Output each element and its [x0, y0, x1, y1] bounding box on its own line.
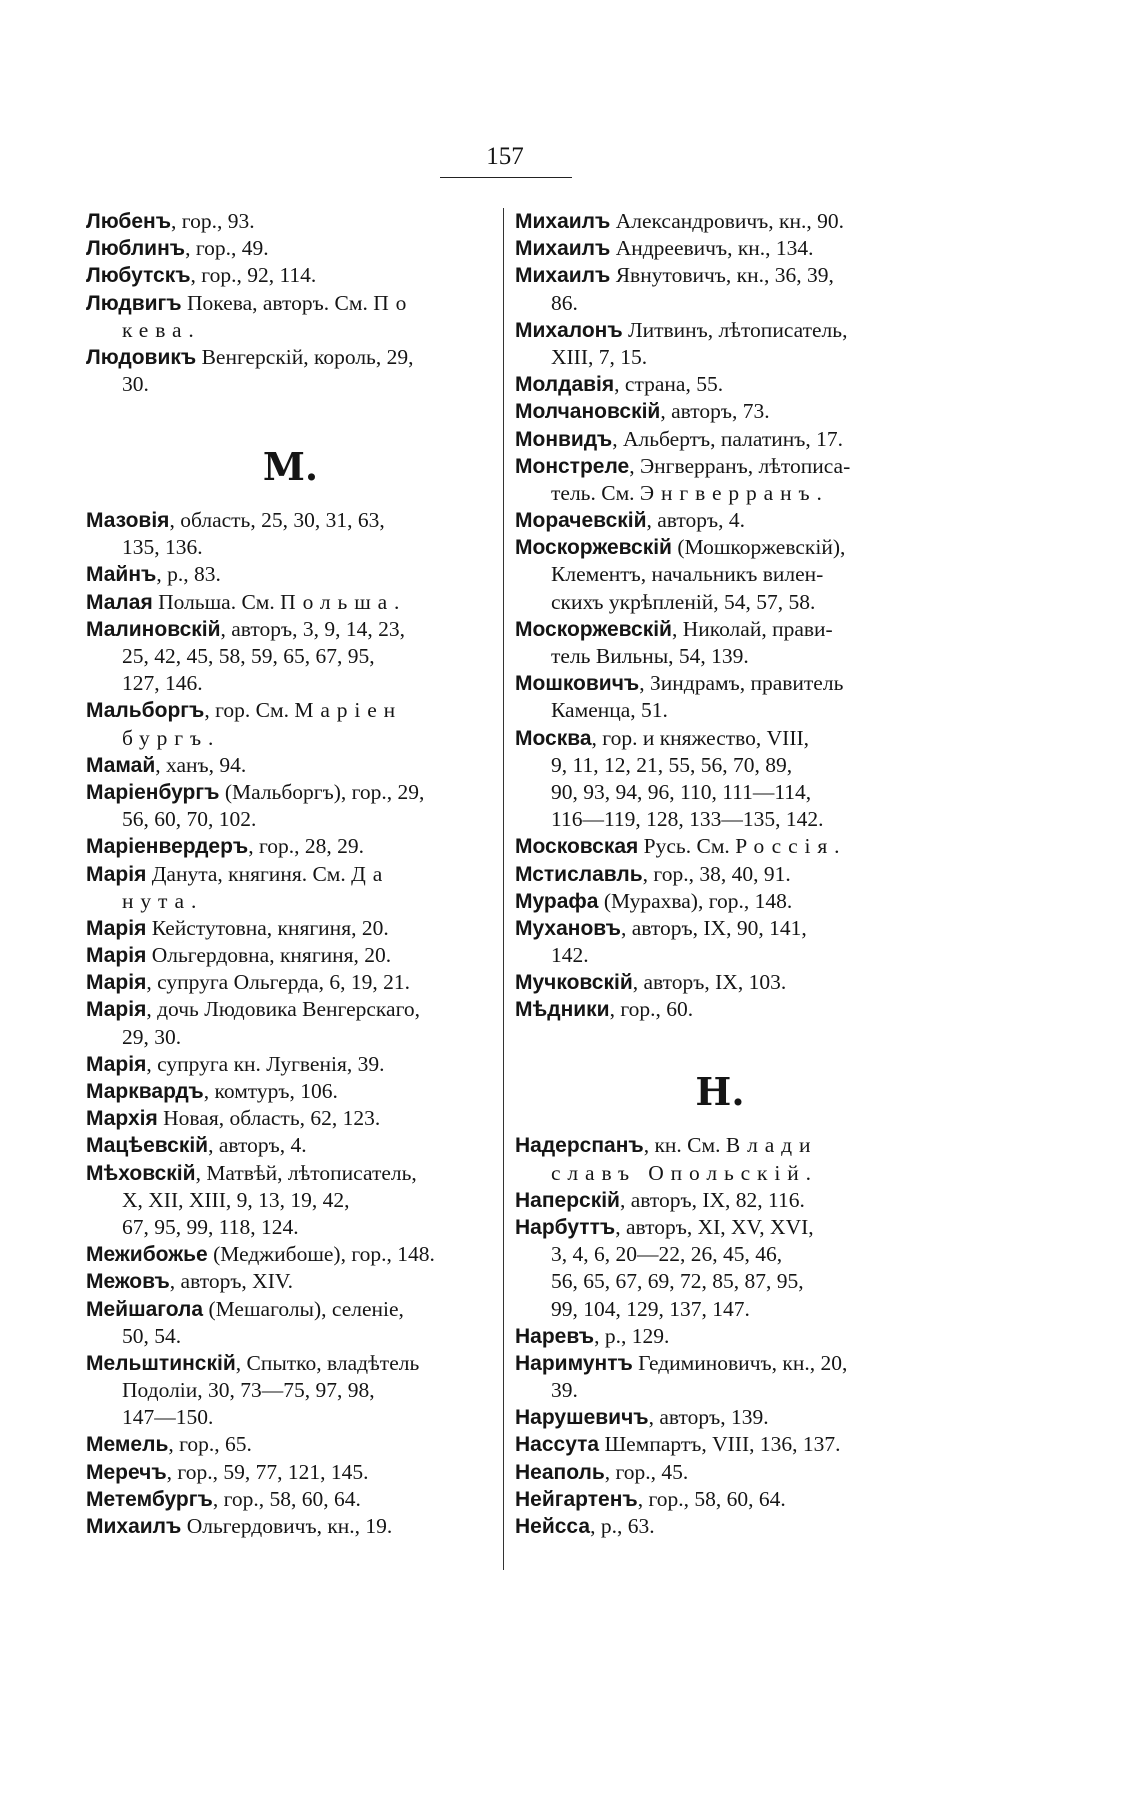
- entry-text: 29, 30.: [122, 1024, 182, 1049]
- index-entry: [86, 1486, 495, 1513]
- entry-text: Венгерскій, король, 29,: [196, 344, 414, 369]
- index-entry: [515, 915, 925, 942]
- entry-headword: Мемель: [86, 1433, 169, 1457]
- entry-text: , кн. См.: [643, 1133, 726, 1158]
- index-entry-continuation: [86, 1214, 495, 1241]
- entry-headword: Мучковскій: [515, 971, 633, 995]
- entry-text: 67, 95, 99, 118, 124.: [122, 1214, 299, 1239]
- entry-text: 25, 42, 45, 58, 59, 65, 67, 95,: [122, 644, 375, 669]
- entry-text: 56, 60, 70, 102.: [122, 807, 257, 832]
- entry-headword: Молчановскій: [515, 400, 661, 424]
- index-entry: [515, 426, 925, 453]
- entry-headword: Межибожье: [86, 1243, 208, 1267]
- entry-headword: Мейшагола: [86, 1297, 204, 1321]
- index-entry-continuation: [86, 806, 495, 833]
- entry-spaced-reference: нута.: [122, 888, 204, 913]
- entry-text: , комтуръ, 106.: [203, 1079, 338, 1104]
- entry-text: X, XII, XIII, 9, 13, 19, 42,: [122, 1187, 350, 1212]
- entry-text: , Зиндрамъ, правитель: [639, 671, 844, 696]
- index-entry: [515, 1513, 925, 1540]
- index-entry-continuation: [86, 534, 495, 561]
- index-entry: [515, 235, 925, 262]
- entry-headword: Марквардъ: [86, 1080, 204, 1104]
- entry-text: 56, 65, 67, 69, 72, 85, 87, 95,: [551, 1269, 804, 1294]
- entry-headword: Мухановъ: [515, 916, 621, 940]
- index-entry: [515, 1132, 925, 1159]
- index-entry-continuation: [86, 725, 495, 752]
- index-entry-continuation: [86, 643, 495, 670]
- index-entry: [86, 589, 495, 616]
- index-entry: [86, 915, 495, 942]
- index-entry: [515, 1431, 925, 1458]
- index-entry: [86, 1078, 495, 1105]
- index-entry-continuation: [515, 344, 925, 371]
- entry-text: 99, 104, 129, 137, 147.: [551, 1296, 750, 1321]
- entry-text: , авторъ, IX, 82, 116.: [619, 1187, 805, 1212]
- entry-text: , авторъ, 139.: [648, 1405, 769, 1430]
- index-entry-continuation: [515, 480, 925, 507]
- index-entry: [86, 290, 495, 317]
- column-divider: [503, 208, 504, 1570]
- entry-text: Польша. См.: [152, 589, 281, 614]
- entry-text: , р., 83.: [156, 562, 221, 587]
- entry-text: , гор., 93.: [171, 209, 255, 233]
- index-entry: [86, 1160, 495, 1187]
- entry-text: , гор. См.: [204, 698, 295, 723]
- entry-text: 9, 11, 12, 21, 55, 56, 70, 89,: [551, 752, 793, 777]
- index-entry: [515, 861, 925, 888]
- entry-headword: Марія: [86, 944, 147, 968]
- entry-headword: Людовикъ: [86, 345, 197, 369]
- index-entry: [86, 779, 495, 806]
- index-entry-continuation: [86, 317, 495, 344]
- entry-headword: Меречъ: [86, 1460, 167, 1484]
- entry-text: 3, 4, 6, 20—22, 26, 45, 46,: [551, 1242, 783, 1267]
- entry-headword: Марія: [86, 916, 147, 940]
- index-entry-continuation: [515, 779, 925, 806]
- index-entry: [86, 833, 495, 860]
- index-entry: [86, 1105, 495, 1132]
- entry-text: , р., 63.: [590, 1514, 655, 1539]
- entry-text: , Николай, прави-: [671, 616, 833, 641]
- entry-headword: Михаилъ: [515, 264, 611, 288]
- section-letter-heading: М.: [262, 443, 319, 489]
- index-entry-continuation: [86, 1404, 495, 1431]
- index-entry-continuation: [86, 371, 495, 398]
- entry-spaced-reference: бургъ.: [122, 725, 221, 750]
- index-entry: [515, 398, 925, 425]
- entry-text: , авторъ, XIV.: [169, 1269, 294, 1294]
- index-entry: [515, 969, 925, 996]
- index-entry: [86, 1459, 495, 1486]
- entry-text: (Меджибоше), гор., 148.: [207, 1242, 435, 1267]
- entry-text: Гедиминовичъ, кн., 20,: [632, 1350, 848, 1375]
- index-entry: [86, 1350, 495, 1377]
- index-entry: [86, 507, 495, 534]
- index-entry-continuation: [515, 1160, 925, 1187]
- index-entry: [86, 752, 495, 779]
- index-entry: [86, 235, 495, 262]
- index-entry: [515, 833, 925, 860]
- index-entry: [515, 1187, 925, 1214]
- index-entry: [86, 697, 495, 724]
- entry-spaced-reference: славъ Опольскій.: [551, 1160, 818, 1185]
- entry-headword: Марія: [86, 862, 147, 886]
- entry-headword: Малая: [86, 590, 153, 614]
- entry-headword: Михаилъ: [515, 237, 611, 261]
- index-entry-continuation: [515, 1268, 925, 1295]
- index-entry-continuation: [515, 1241, 925, 1268]
- entry-text: , авторъ, IX, 90, 141,: [621, 915, 807, 940]
- entry-headword: Мамай: [86, 753, 156, 777]
- entry-text: (Мурахва), гор., 148.: [598, 888, 793, 913]
- entry-text: , гор., 58, 60, 64.: [637, 1486, 786, 1511]
- entry-text: , Матвѣй, лѣтописатель,: [195, 1160, 417, 1185]
- index-right-column: [515, 208, 925, 1540]
- entry-text: Русь. См.: [638, 834, 736, 859]
- entry-text: Подоліи, 30, 73—75, 97, 98,: [122, 1378, 375, 1403]
- entry-headword: Мстиславль: [515, 862, 643, 886]
- index-entry-continuation: [515, 290, 925, 317]
- index-entry: [515, 534, 925, 561]
- index-entry: [515, 616, 925, 643]
- entry-headword: Надерспанъ: [515, 1134, 644, 1158]
- entry-text: (Мошкоржевскій),: [671, 535, 846, 560]
- entry-headword: Наримунтъ: [515, 1351, 633, 1375]
- section-letter-heading: Н.: [695, 1068, 745, 1114]
- entry-text: Явнутовичъ, кн., 36, 39,: [610, 263, 834, 288]
- entry-headword: Маріенвердеръ: [86, 835, 249, 859]
- index-entry: [515, 371, 925, 398]
- entry-headword: Мацѣевскій: [86, 1134, 209, 1158]
- entry-spaced-reference: Да: [351, 861, 390, 886]
- index-entry-continuation: [515, 806, 925, 833]
- entry-headword: Нарушевичъ: [515, 1406, 649, 1430]
- index-entry-continuation: [86, 670, 495, 697]
- index-entry-continuation: [515, 561, 925, 588]
- index-entry: [86, 996, 495, 1023]
- entry-text: , р., 129.: [594, 1323, 670, 1348]
- index-entry: [86, 1268, 495, 1295]
- entry-headword: Нарбуттъ: [515, 1215, 616, 1239]
- entry-headword: Марія: [86, 998, 147, 1022]
- index-entry-continuation: [86, 1024, 495, 1051]
- entry-spaced-reference: Россія.: [735, 834, 847, 859]
- entry-text: , авторъ, XI, XV, XVI,: [615, 1214, 814, 1239]
- index-entry: [515, 453, 925, 480]
- blank-line: [515, 1024, 925, 1051]
- entry-text: Литвинъ, лѣтописатель,: [622, 317, 848, 342]
- index-entry-continuation: [515, 697, 925, 724]
- index-entry: [86, 1431, 495, 1458]
- entry-text: (Мальборгъ), гор., 29,: [219, 779, 425, 804]
- entry-headword: Нассута: [515, 1433, 600, 1457]
- entry-text: , гор., 28, 29.: [248, 834, 365, 859]
- entry-headword: Монвидъ: [515, 427, 613, 451]
- entry-headword: Москоржевскій: [515, 536, 672, 560]
- index-entry: [86, 616, 495, 643]
- entry-headword: Наревъ: [515, 1324, 595, 1348]
- entry-spaced-reference: кева.: [122, 317, 201, 342]
- index-entry: [86, 1513, 495, 1540]
- entry-spaced-reference: По: [373, 290, 414, 315]
- entry-text: Кейстутовна, княгиня, 20.: [146, 915, 389, 940]
- entry-text: , гор., 45.: [604, 1459, 689, 1484]
- index-entry-continuation: [86, 888, 495, 915]
- index-entry: [86, 1132, 495, 1159]
- entry-text: , гор., 65.: [168, 1432, 252, 1457]
- index-entry-continuation: [86, 1187, 495, 1214]
- page-number-rule: [440, 177, 572, 178]
- entry-text: XIII, 7, 15.: [551, 344, 648, 369]
- entry-headword: Мѣховскій: [86, 1161, 196, 1185]
- entry-text: , ханъ, 94.: [155, 752, 247, 777]
- index-entry: [515, 1214, 925, 1241]
- entry-text: Александровичъ, кн., 90.: [610, 209, 844, 233]
- entry-text: Ольгердовичъ, кн., 19.: [181, 1514, 393, 1539]
- index-entry-continuation: [515, 643, 925, 670]
- entry-text: Данута, княгиня. См.: [146, 861, 352, 886]
- entry-headword: Мурафа: [515, 889, 599, 913]
- entry-text: 142.: [551, 943, 589, 968]
- entry-text: , дочь Людовика Венгерскаго,: [146, 997, 421, 1022]
- entry-headword: Москва: [515, 726, 592, 750]
- entry-text: (Мешаголы), селеніе,: [203, 1296, 404, 1321]
- index-entry: [515, 507, 925, 534]
- entry-text: , гор., 59, 77, 121, 145.: [166, 1459, 369, 1484]
- index-entry: [515, 208, 925, 235]
- entry-spaced-reference: Энгверранъ.: [639, 480, 829, 505]
- entry-text: , страна, 55.: [614, 372, 724, 397]
- entry-text: Новая, область, 62, 123.: [157, 1106, 381, 1131]
- entry-headword: Людвигъ: [86, 291, 182, 315]
- entry-text: Шемпартъ, VIII, 136, 137.: [599, 1432, 841, 1457]
- index-entry: [86, 861, 495, 888]
- entry-headword: Москоржевскій: [515, 617, 672, 641]
- entry-text: , гор., 92, 114.: [190, 263, 317, 288]
- entry-text: , супруга Ольгерда, 6, 19, 21.: [146, 970, 411, 995]
- index-entry: [515, 262, 925, 289]
- index-entry: [515, 996, 925, 1023]
- entry-text: , авторъ, 73.: [660, 399, 770, 424]
- entry-headword: Мельштинскій: [86, 1351, 236, 1375]
- entry-text: , гор., 49.: [185, 236, 269, 261]
- entry-text: тель. См.: [551, 480, 640, 505]
- entry-headword: Мальборгъ: [86, 699, 205, 723]
- entry-text: 116—119, 128, 133—135, 142.: [551, 807, 824, 832]
- entry-text: , Энгверранъ, лѣтописа-: [629, 453, 851, 478]
- index-entry: [86, 344, 495, 371]
- entry-headword: Марія: [86, 971, 147, 995]
- entry-spaced-reference: Маріен: [294, 698, 403, 723]
- index-entry-continuation: [515, 1296, 925, 1323]
- index-left-column: [86, 208, 495, 1540]
- entry-text: 135, 136.: [122, 535, 203, 560]
- entry-headword: Наперскій: [515, 1188, 620, 1212]
- index-entry: [515, 1404, 925, 1431]
- entry-headword: Московская: [515, 835, 639, 859]
- entry-text: , Альбертъ, палатинъ, 17.: [612, 426, 844, 451]
- entry-text: Клементъ, начальникъ вилен-: [551, 562, 824, 587]
- index-entry-continuation: [86, 1323, 495, 1350]
- entry-headword: Майнъ: [86, 563, 157, 587]
- index-entry: [86, 262, 495, 289]
- entry-text: 90, 93, 94, 96, 110, 111—114,: [551, 779, 812, 804]
- entry-text: скихъ укрѣпленій, 54, 57, 58.: [551, 589, 816, 614]
- index-entry: [86, 942, 495, 969]
- entry-headword: Метембургъ: [86, 1487, 213, 1511]
- index-entry-continuation: [515, 942, 925, 969]
- index-entry: [515, 1350, 925, 1377]
- entry-headword: Михаилъ: [515, 210, 611, 233]
- entry-text: , авторъ, 3, 9, 14, 23,: [220, 616, 406, 641]
- index-entry: [515, 670, 925, 697]
- entry-spaced-reference: Польша.: [280, 589, 407, 614]
- entry-spaced-reference: Влади: [725, 1133, 818, 1158]
- index-entry: [86, 208, 495, 235]
- index-entry-continuation: [515, 589, 925, 616]
- entry-headword: Мѣдники: [515, 998, 610, 1022]
- entry-text: , авторъ, IX, 103.: [632, 970, 787, 995]
- index-entry: [515, 725, 925, 752]
- entry-text: , гор., 60.: [609, 997, 694, 1022]
- entry-headword: Мошковичъ: [515, 672, 640, 696]
- entry-text: Ольгердовна, княгиня, 20.: [146, 943, 392, 968]
- blank-line: [86, 398, 495, 425]
- index-entry: [515, 888, 925, 915]
- entry-headword: Нейгартенъ: [515, 1487, 638, 1511]
- entry-text: , Спытко, владѣтель: [235, 1350, 420, 1375]
- entry-headword: Михаилъ: [86, 1515, 182, 1539]
- entry-headword: Люблинъ: [86, 237, 186, 261]
- index-entry-continuation: [515, 1377, 925, 1404]
- entry-text: , гор., 58, 60, 64.: [212, 1486, 361, 1511]
- index-entry: [86, 1051, 495, 1078]
- entry-text: , гор., 38, 40, 91.: [642, 861, 791, 886]
- entry-headword: Монстреле: [515, 454, 630, 478]
- index-entry-continuation: [86, 1377, 495, 1404]
- entry-headword: Межовъ: [86, 1270, 170, 1294]
- entry-text: Андреевичъ, кн., 134.: [610, 236, 814, 261]
- entry-headword: Неаполь: [515, 1460, 605, 1484]
- entry-headword: Любутскъ: [86, 264, 191, 288]
- entry-headword: Малиновскій: [86, 617, 221, 641]
- entry-text: Каменца, 51.: [551, 698, 668, 723]
- entry-text: тель Вильны, 54, 139.: [551, 644, 749, 668]
- entry-headword: Мазовія: [86, 509, 170, 533]
- entry-text: 86.: [551, 290, 578, 315]
- entry-text: 39.: [551, 1378, 578, 1403]
- entry-text: 30.: [122, 372, 149, 397]
- entry-text: , супруга кн. Лугвенія, 39.: [146, 1051, 385, 1076]
- entry-headword: Маріенбургъ: [86, 780, 220, 804]
- index-entry: [86, 1241, 495, 1268]
- entry-text: , авторъ, 4.: [646, 508, 746, 533]
- entry-headword: Любенъ: [86, 210, 172, 233]
- entry-text: 147—150.: [122, 1405, 214, 1430]
- entry-text: 50, 54.: [122, 1323, 182, 1348]
- index-entry: [515, 1323, 925, 1350]
- index-entry: [515, 1486, 925, 1513]
- index-entry: [86, 561, 495, 588]
- entry-headword: Нейсса: [515, 1515, 591, 1539]
- entry-headword: Морачевскій: [515, 509, 647, 533]
- index-entry: [86, 969, 495, 996]
- index-entry: [515, 1459, 925, 1486]
- entry-headword: Мархія: [86, 1107, 158, 1131]
- index-entry: [86, 1296, 495, 1323]
- entry-headword: Марія: [86, 1052, 147, 1076]
- entry-text: , авторъ, 4.: [208, 1133, 307, 1158]
- entry-text: Покева, авторъ. См.: [181, 290, 374, 315]
- entry-text: , область, 25, 30, 31, 63,: [169, 508, 385, 533]
- entry-headword: Михалонъ: [515, 318, 623, 342]
- index-entry: [515, 317, 925, 344]
- entry-headword: Молдавія: [515, 373, 615, 397]
- entry-text: 127, 146.: [122, 671, 203, 696]
- page-number: 157: [486, 143, 524, 170]
- entry-text: , гор. и княжество, VIII,: [591, 725, 810, 750]
- index-entry-continuation: [515, 752, 925, 779]
